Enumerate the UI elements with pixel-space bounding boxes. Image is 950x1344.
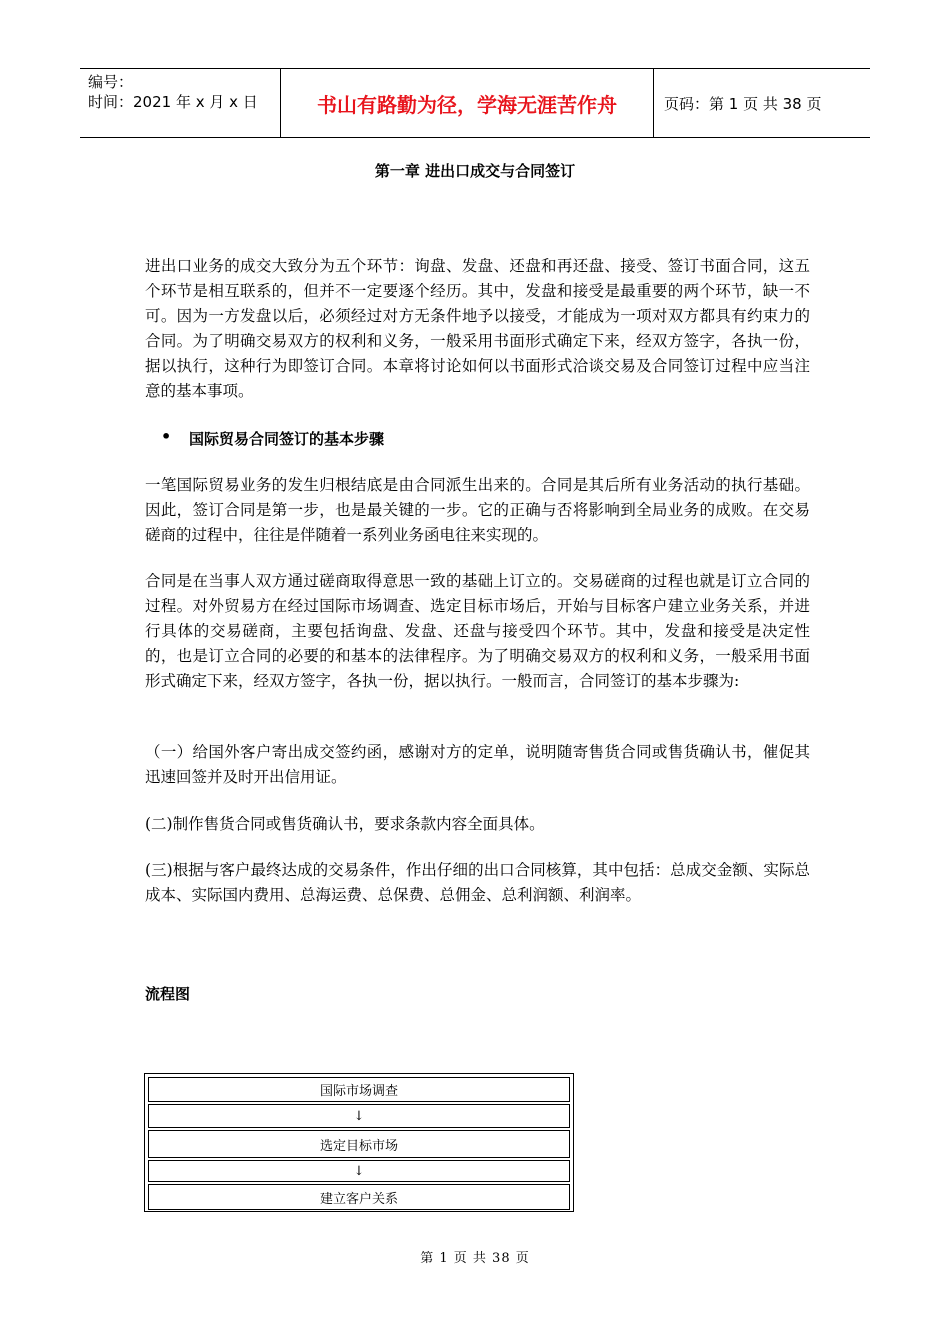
page-footer: 第 1 页 共 38 页 — [420, 1251, 530, 1266]
header-motto: 书山有路勤为径，学海无涯苦作舟 — [281, 69, 654, 137]
section-heading-text: 国际贸易合同签订的基本步骤 — [189, 430, 385, 448]
section-heading — [161, 427, 385, 449]
flowchart-heading: 流程图 — [145, 985, 191, 1003]
body-paragraph: 合同是在当事人双方通过磋商取得意思一致的基础上订立的。交易磋商的过程也就是订立合同的过程。对外贸易方在经过国际市场调查、选定目标市场后，开始与目标客户建立业务关系，并进行具体的交易磋商，主要包括询盘、发盘、还盘与接受四个环节。其中，发盘和接受是决定性的，也是订立合同的必要的和基本的法律程序。为了明确交易双方的权利和义务，一般采用书面形式确定下来，经双方签字，各执一份，据以执行。一般而言，合同签订的基本步骤为: — [145, 572, 810, 690]
header-meta — [80, 69, 281, 137]
flow-arrow-2: ↓ — [148, 1160, 570, 1182]
flow-step-build-relations: 建立客户关系 — [148, 1184, 570, 1210]
header-page-info: 页码：第 1 页 共 38 页 — [664, 94, 822, 113]
flow-step-select-market: 选定目标市场 — [148, 1130, 570, 1158]
step-3-paragraph: (三)根据与客户最终达成的交易条件，作出仔细的出口合同核算，其中包括：总成交金额、实际总成本、实际国内费用、总海运费、总保费、总佣金、总利润额、利润率。 — [145, 861, 810, 904]
bullet-icon: • — [161, 427, 172, 446]
step-2-paragraph: (二)制作售货合同或售货确认书，要求条款内容全面具体。 — [145, 815, 545, 833]
step-1-paragraph: （一）给国外客户寄出成交签约函，感谢对方的定单，说明随寄售货合同或售货确认书，催促其迅速回签并及时开出信用证。 — [145, 743, 810, 786]
flowchart — [144, 1073, 574, 1212]
body-paragraph: 一笔国际贸易业务的发生归根结底是由合同派生出来的。合同是其后所有业务活动的执行基础。因此，签订合同是第一步，也是最关键的一步。它的正确与否将影响到全局业务的成败。在交易磋商的过程中，往往是伴随着一系列业务函电往来实现的。 — [145, 476, 810, 544]
intro-paragraph: 进出口业务的成交大致分为五个环节：询盘、发盘、还盘和再还盘、接受、签订书面合同，这五个环节是相互联系的，但并不一定要逐个经历。其中，发盘和接受是最重要的两个环节，缺一不可。因为一方发盘以后，必须经过对方无条件地予以接受，才能成为一项对双方都具有约束力的合同。为了明确交易双方的权利和义务，一般采用书面形式确定下来，经双方签字，各执一份，据以执行，这种行为即签订合同。本章将讨论如何以书面形式洽谈交易及合同签订过程中应当注意的基本事项。 — [145, 257, 810, 400]
flow-step-market-research: 国际市场调查 — [148, 1077, 570, 1102]
document-header — [80, 68, 870, 138]
time-label: 时间：2021 年 x 月 x 日 — [88, 93, 258, 111]
flow-arrow-1: ↓ — [148, 1104, 570, 1128]
number-label: 编号： — [88, 73, 134, 91]
chapter-title: 第一章 进出口成交与合同签订 — [374, 162, 576, 180]
